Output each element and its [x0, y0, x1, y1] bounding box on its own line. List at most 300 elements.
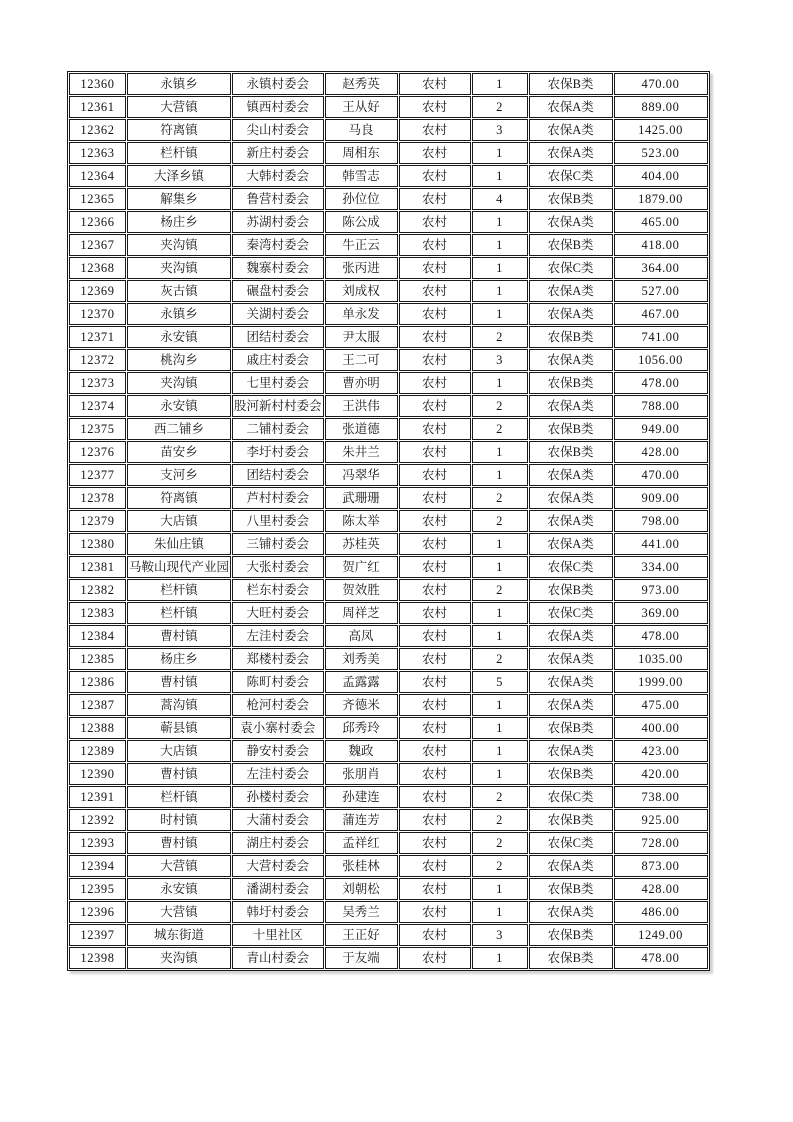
cell-type: 农村 [399, 510, 471, 532]
cell-amount: 400.00 [614, 717, 708, 739]
cell-town: 苗安乡 [127, 441, 231, 463]
cell-amount: 798.00 [614, 510, 708, 532]
cell-serial: 12366 [69, 211, 126, 233]
cell-count: 1 [472, 763, 528, 785]
table-row [69, 487, 708, 509]
table-row [69, 142, 708, 164]
cell-town: 永安镇 [127, 878, 231, 900]
cell-serial: 12370 [69, 303, 126, 325]
cell-town: 符离镇 [127, 119, 231, 141]
cell-town: 杨庄乡 [127, 648, 231, 670]
cell-town: 曹村镇 [127, 763, 231, 785]
cell-type: 农村 [399, 740, 471, 762]
table-row [69, 96, 708, 118]
table-row [69, 671, 708, 693]
cell-category: 农保A类 [529, 510, 613, 532]
cell-count: 3 [472, 119, 528, 141]
cell-village: 大营村委会 [232, 855, 324, 877]
cell-amount: 428.00 [614, 878, 708, 900]
cell-name: 孙位位 [325, 188, 398, 210]
cell-name: 刘朝松 [325, 878, 398, 900]
cell-amount: 1425.00 [614, 119, 708, 141]
cell-serial: 12386 [69, 671, 126, 693]
cell-town: 栏杆镇 [127, 142, 231, 164]
cell-serial: 12389 [69, 740, 126, 762]
cell-name: 张丙进 [325, 257, 398, 279]
cell-count: 1 [472, 740, 528, 762]
cell-category: 农保A类 [529, 901, 613, 923]
cell-name: 孟祥红 [325, 832, 398, 854]
cell-count: 2 [472, 510, 528, 532]
table-row [69, 579, 708, 601]
cell-town: 夹沟镇 [127, 257, 231, 279]
cell-amount: 486.00 [614, 901, 708, 923]
cell-serial: 12379 [69, 510, 126, 532]
cell-town: 马鞍山现代产业园 [127, 556, 231, 578]
table-row [69, 165, 708, 187]
table-row [69, 464, 708, 486]
table-row [69, 395, 708, 417]
cell-type: 农村 [399, 878, 471, 900]
cell-count: 2 [472, 96, 528, 118]
cell-type: 农村 [399, 326, 471, 348]
cell-village: 韩圩村委会 [232, 901, 324, 923]
cell-type: 农村 [399, 671, 471, 693]
table-row [69, 234, 708, 256]
cell-name: 吴秀兰 [325, 901, 398, 923]
cell-count: 1 [472, 441, 528, 463]
cell-name: 王洪伟 [325, 395, 398, 417]
cell-town: 大泽乡镇 [127, 165, 231, 187]
cell-count: 1 [472, 257, 528, 279]
cell-serial: 12372 [69, 349, 126, 371]
cell-name: 马良 [325, 119, 398, 141]
cell-count: 1 [472, 234, 528, 256]
cell-amount: 949.00 [614, 418, 708, 440]
cell-amount: 973.00 [614, 579, 708, 601]
cell-type: 农村 [399, 73, 471, 95]
cell-category: 农保B类 [529, 579, 613, 601]
cell-category: 农保B类 [529, 717, 613, 739]
cell-count: 1 [472, 533, 528, 555]
cell-type: 农村 [399, 832, 471, 854]
cell-serial: 12363 [69, 142, 126, 164]
cell-count: 3 [472, 349, 528, 371]
cell-town: 城东街道 [127, 924, 231, 946]
cell-town: 解集乡 [127, 188, 231, 210]
cell-type: 农村 [399, 395, 471, 417]
cell-village: 魏寨村委会 [232, 257, 324, 279]
cell-name: 冯翠华 [325, 464, 398, 486]
cell-type: 农村 [399, 257, 471, 279]
table-row [69, 280, 708, 302]
cell-village: 团结村委会 [232, 326, 324, 348]
cell-amount: 428.00 [614, 441, 708, 463]
cell-type: 农村 [399, 303, 471, 325]
cell-count: 1 [472, 878, 528, 900]
cell-category: 农保B类 [529, 188, 613, 210]
cell-type: 农村 [399, 602, 471, 624]
cell-name: 张朋肖 [325, 763, 398, 785]
table-row [69, 257, 708, 279]
cell-village: 湖庄村委会 [232, 832, 324, 854]
table-row [69, 73, 708, 95]
cell-amount: 1056.00 [614, 349, 708, 371]
cell-town: 大店镇 [127, 740, 231, 762]
cell-type: 农村 [399, 579, 471, 601]
cell-type: 农村 [399, 487, 471, 509]
table-body [69, 73, 708, 969]
cell-type: 农村 [399, 464, 471, 486]
cell-town: 夹沟镇 [127, 372, 231, 394]
cell-serial: 12384 [69, 625, 126, 647]
cell-count: 1 [472, 303, 528, 325]
cell-count: 2 [472, 418, 528, 440]
cell-serial: 12361 [69, 96, 126, 118]
table-row [69, 878, 708, 900]
cell-town: 符离镇 [127, 487, 231, 509]
cell-town: 大店镇 [127, 510, 231, 532]
cell-type: 农村 [399, 855, 471, 877]
cell-town: 蕲县镇 [127, 717, 231, 739]
cell-serial: 12364 [69, 165, 126, 187]
cell-serial: 12381 [69, 556, 126, 578]
cell-village: 团结村委会 [232, 464, 324, 486]
cell-category: 农保B类 [529, 763, 613, 785]
cell-village: 十里社区 [232, 924, 324, 946]
cell-count: 2 [472, 832, 528, 854]
cell-amount: 1879.00 [614, 188, 708, 210]
cell-category: 农保A类 [529, 211, 613, 233]
table-row [69, 441, 708, 463]
cell-type: 农村 [399, 96, 471, 118]
cell-type: 农村 [399, 533, 471, 555]
cell-village: 李圩村委会 [232, 441, 324, 463]
cell-amount: 1999.00 [614, 671, 708, 693]
cell-category: 农保B类 [529, 234, 613, 256]
cell-serial: 12369 [69, 280, 126, 302]
cell-name: 陈公成 [325, 211, 398, 233]
cell-village: 鲁营村委会 [232, 188, 324, 210]
cell-category: 农保A类 [529, 303, 613, 325]
cell-category: 农保A类 [529, 694, 613, 716]
cell-town: 朱仙庄镇 [127, 533, 231, 555]
cell-name: 周祥芝 [325, 602, 398, 624]
cell-category: 农保A类 [529, 855, 613, 877]
cell-type: 农村 [399, 924, 471, 946]
cell-name: 曹亦明 [325, 372, 398, 394]
cell-name: 孟露露 [325, 671, 398, 693]
cell-amount: 470.00 [614, 464, 708, 486]
cell-count: 2 [472, 579, 528, 601]
cell-village: 青山村委会 [232, 947, 324, 969]
cell-amount: 441.00 [614, 533, 708, 555]
cell-town: 大营镇 [127, 901, 231, 923]
table-row [69, 303, 708, 325]
cell-serial: 12387 [69, 694, 126, 716]
cell-type: 农村 [399, 625, 471, 647]
cell-village: 尖山村委会 [232, 119, 324, 141]
cell-town: 西二铺乡 [127, 418, 231, 440]
cell-village: 镇西村委会 [232, 96, 324, 118]
cell-type: 农村 [399, 234, 471, 256]
cell-type: 农村 [399, 349, 471, 371]
table-row [69, 372, 708, 394]
cell-name: 张道德 [325, 418, 398, 440]
cell-serial: 12373 [69, 372, 126, 394]
cell-category: 农保A类 [529, 740, 613, 762]
cell-category: 农保B类 [529, 326, 613, 348]
cell-count: 1 [472, 694, 528, 716]
cell-village: 二铺村委会 [232, 418, 324, 440]
cell-category: 农保B类 [529, 441, 613, 463]
cell-count: 2 [472, 786, 528, 808]
table-row [69, 786, 708, 808]
cell-town: 桃沟乡 [127, 349, 231, 371]
cell-type: 农村 [399, 556, 471, 578]
cell-name: 单永发 [325, 303, 398, 325]
table-row [69, 648, 708, 670]
cell-serial: 12360 [69, 73, 126, 95]
cell-category: 农保A类 [529, 395, 613, 417]
cell-village: 大旺村委会 [232, 602, 324, 624]
cell-serial: 12383 [69, 602, 126, 624]
cell-count: 5 [472, 671, 528, 693]
cell-village: 大蒲村委会 [232, 809, 324, 831]
cell-town: 蒿沟镇 [127, 694, 231, 716]
cell-serial: 12377 [69, 464, 126, 486]
cell-town: 栏杆镇 [127, 786, 231, 808]
cell-town: 曹村镇 [127, 671, 231, 693]
cell-amount: 470.00 [614, 73, 708, 95]
cell-amount: 523.00 [614, 142, 708, 164]
cell-serial: 12376 [69, 441, 126, 463]
cell-village: 陈町村委会 [232, 671, 324, 693]
cell-amount: 873.00 [614, 855, 708, 877]
cell-amount: 475.00 [614, 694, 708, 716]
cell-amount: 423.00 [614, 740, 708, 762]
table-row [69, 763, 708, 785]
cell-count: 2 [472, 326, 528, 348]
cell-count: 2 [472, 648, 528, 670]
cell-count: 1 [472, 142, 528, 164]
cell-amount: 478.00 [614, 372, 708, 394]
cell-village: 戚庄村委会 [232, 349, 324, 371]
cell-serial: 12385 [69, 648, 126, 670]
cell-village: 股河新村村委会 [232, 395, 324, 417]
cell-serial: 12391 [69, 786, 126, 808]
cell-category: 农保A类 [529, 648, 613, 670]
cell-count: 2 [472, 809, 528, 831]
cell-name: 齐德米 [325, 694, 398, 716]
cell-name: 刘成权 [325, 280, 398, 302]
cell-type: 农村 [399, 717, 471, 739]
cell-amount: 889.00 [614, 96, 708, 118]
cell-serial: 12395 [69, 878, 126, 900]
table-row [69, 625, 708, 647]
cell-category: 农保A类 [529, 487, 613, 509]
cell-amount: 1249.00 [614, 924, 708, 946]
cell-serial: 12397 [69, 924, 126, 946]
cell-name: 陈太举 [325, 510, 398, 532]
table-row [69, 602, 708, 624]
cell-amount: 1035.00 [614, 648, 708, 670]
cell-serial: 12396 [69, 901, 126, 923]
cell-serial: 12380 [69, 533, 126, 555]
cell-serial: 12388 [69, 717, 126, 739]
cell-village: 七里村委会 [232, 372, 324, 394]
cell-type: 农村 [399, 763, 471, 785]
cell-serial: 12362 [69, 119, 126, 141]
cell-type: 农村 [399, 947, 471, 969]
cell-count: 1 [472, 280, 528, 302]
cell-town: 大营镇 [127, 96, 231, 118]
cell-category: 农保C类 [529, 257, 613, 279]
cell-name: 朱井兰 [325, 441, 398, 463]
cell-count: 1 [472, 464, 528, 486]
cell-town: 永安镇 [127, 395, 231, 417]
cell-town: 永镇乡 [127, 303, 231, 325]
cell-name: 尹太服 [325, 326, 398, 348]
cell-town: 栏杆镇 [127, 602, 231, 624]
cell-count: 1 [472, 73, 528, 95]
cell-serial: 12398 [69, 947, 126, 969]
cell-count: 1 [472, 165, 528, 187]
cell-category: 农保A类 [529, 349, 613, 371]
table-row [69, 510, 708, 532]
cell-amount: 369.00 [614, 602, 708, 624]
cell-name: 武珊珊 [325, 487, 398, 509]
table-row [69, 533, 708, 555]
cell-town: 曹村镇 [127, 832, 231, 854]
cell-serial: 12390 [69, 763, 126, 785]
cell-village: 大韩村委会 [232, 165, 324, 187]
cell-amount: 478.00 [614, 625, 708, 647]
table-row [69, 188, 708, 210]
table-row [69, 855, 708, 877]
cell-amount: 420.00 [614, 763, 708, 785]
cell-name: 贺广红 [325, 556, 398, 578]
cell-amount: 364.00 [614, 257, 708, 279]
cell-serial: 12371 [69, 326, 126, 348]
cell-town: 永镇乡 [127, 73, 231, 95]
cell-category: 农保B类 [529, 372, 613, 394]
cell-town: 大营镇 [127, 855, 231, 877]
cell-name: 周相东 [325, 142, 398, 164]
table-row [69, 947, 708, 969]
cell-village: 枪河村委会 [232, 694, 324, 716]
cell-name: 韩雪志 [325, 165, 398, 187]
cell-amount: 909.00 [614, 487, 708, 509]
cell-count: 2 [472, 395, 528, 417]
cell-serial: 12382 [69, 579, 126, 601]
cell-village: 苏湖村委会 [232, 211, 324, 233]
table-row [69, 832, 708, 854]
cell-type: 农村 [399, 786, 471, 808]
table-row [69, 418, 708, 440]
cell-amount: 478.00 [614, 947, 708, 969]
cell-amount: 728.00 [614, 832, 708, 854]
cell-village: 孙楼村委会 [232, 786, 324, 808]
cell-village: 芦村村委会 [232, 487, 324, 509]
cell-count: 3 [472, 924, 528, 946]
cell-count: 2 [472, 487, 528, 509]
cell-name: 魏政 [325, 740, 398, 762]
cell-amount: 404.00 [614, 165, 708, 187]
cell-category: 农保A类 [529, 96, 613, 118]
cell-serial: 12378 [69, 487, 126, 509]
cell-village: 永镇村委会 [232, 73, 324, 95]
cell-category: 农保B类 [529, 73, 613, 95]
cell-name: 苏桂英 [325, 533, 398, 555]
cell-town: 永安镇 [127, 326, 231, 348]
cell-amount: 334.00 [614, 556, 708, 578]
cell-serial: 12374 [69, 395, 126, 417]
cell-count: 4 [472, 188, 528, 210]
cell-name: 贺效胜 [325, 579, 398, 601]
cell-amount: 467.00 [614, 303, 708, 325]
cell-count: 1 [472, 625, 528, 647]
cell-name: 高凤 [325, 625, 398, 647]
cell-type: 农村 [399, 809, 471, 831]
table-row [69, 717, 708, 739]
cell-category: 农保A类 [529, 533, 613, 555]
cell-count: 1 [472, 372, 528, 394]
cell-category: 农保C类 [529, 786, 613, 808]
table-row [69, 211, 708, 233]
cell-amount: 418.00 [614, 234, 708, 256]
table-row [69, 901, 708, 923]
cell-village: 碾盘村委会 [232, 280, 324, 302]
cell-village: 三铺村委会 [232, 533, 324, 555]
benefit-records-table [67, 71, 710, 971]
cell-category: 农保C类 [529, 832, 613, 854]
cell-name: 王正好 [325, 924, 398, 946]
cell-type: 农村 [399, 648, 471, 670]
table-row [69, 556, 708, 578]
cell-serial: 12367 [69, 234, 126, 256]
table-row [69, 740, 708, 762]
cell-village: 八里村委会 [232, 510, 324, 532]
cell-town: 时村镇 [127, 809, 231, 831]
cell-category: 农保A类 [529, 464, 613, 486]
cell-name: 于友端 [325, 947, 398, 969]
cell-amount: 738.00 [614, 786, 708, 808]
cell-category: 农保C类 [529, 602, 613, 624]
cell-count: 1 [472, 602, 528, 624]
cell-name: 蒲连芳 [325, 809, 398, 831]
cell-name: 刘秀美 [325, 648, 398, 670]
cell-amount: 527.00 [614, 280, 708, 302]
cell-category: 农保A类 [529, 671, 613, 693]
cell-town: 栏杆镇 [127, 579, 231, 601]
cell-category: 农保A类 [529, 625, 613, 647]
cell-town: 曹村镇 [127, 625, 231, 647]
cell-category: 农保B类 [529, 878, 613, 900]
cell-category: 农保C类 [529, 556, 613, 578]
cell-serial: 12375 [69, 418, 126, 440]
cell-category: 农保B类 [529, 418, 613, 440]
cell-town: 杨庄乡 [127, 211, 231, 233]
cell-category: 农保B类 [529, 809, 613, 831]
cell-name: 牛正云 [325, 234, 398, 256]
cell-serial: 12393 [69, 832, 126, 854]
cell-name: 张桂林 [325, 855, 398, 877]
table-row [69, 809, 708, 831]
cell-amount: 925.00 [614, 809, 708, 831]
cell-village: 袁小寨村委会 [232, 717, 324, 739]
cell-serial: 12392 [69, 809, 126, 831]
